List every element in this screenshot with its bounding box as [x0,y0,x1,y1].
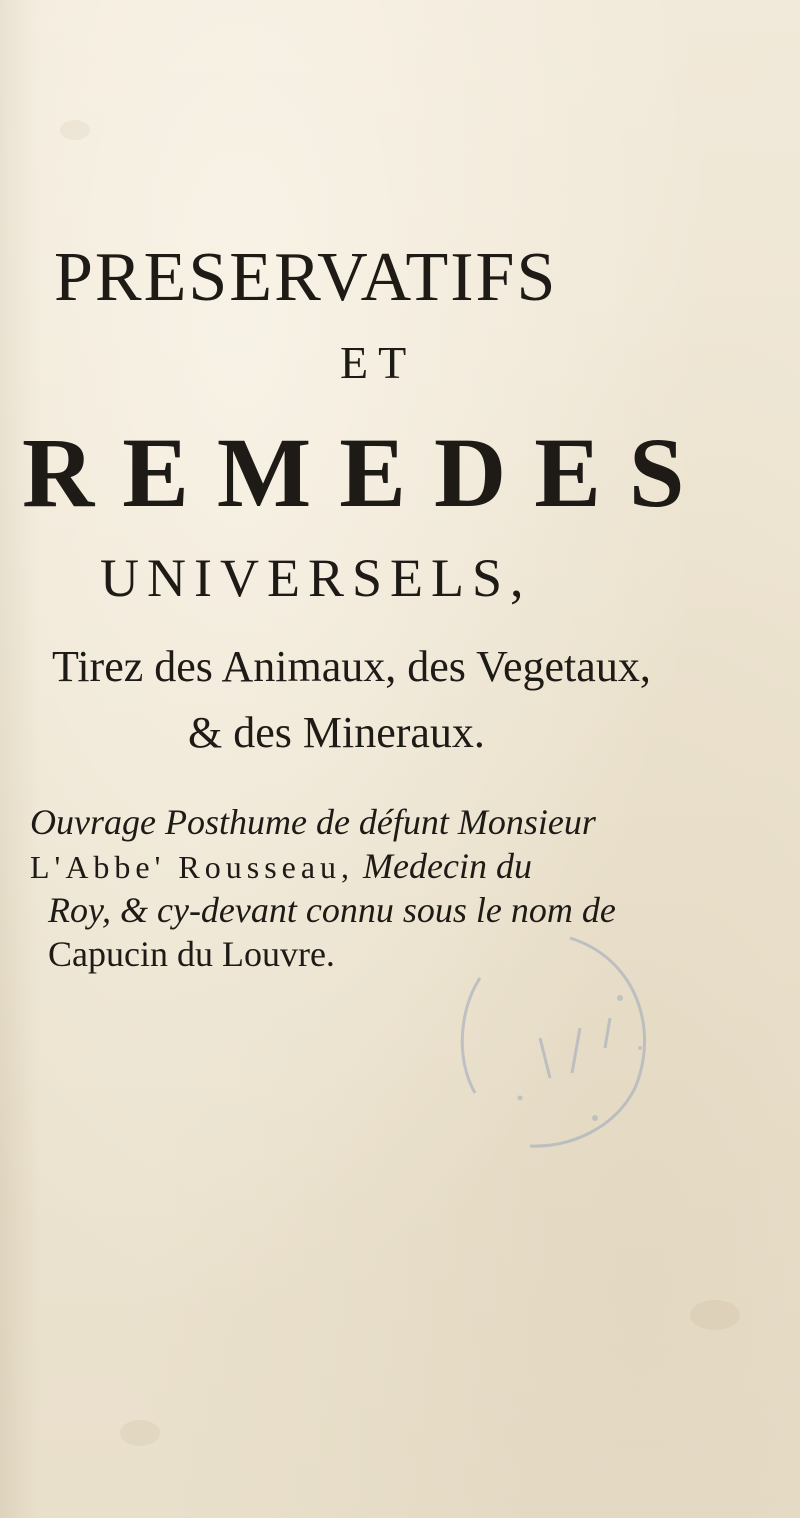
author-line-4: Capucin du Louvre. [48,934,335,974]
author-title: Medecin du [354,846,532,886]
library-stamp [420,918,680,1158]
author-name: L'Abbe' Rousseau, [30,849,355,885]
paper-stain [120,1420,160,1446]
title-line-universels: UNIVERSELS, [100,548,532,608]
paper-stain [60,120,90,140]
subtitle-line-2: & des Mineraux. [188,708,485,757]
paper-stain [690,1300,740,1330]
author-line-2 [30,844,770,889]
author-line-1: Ouvrage Posthume de défunt Monsieur [30,802,596,842]
title-line-et: ET [340,337,417,388]
subtitle-line-1: Tirez des Animaux, des Vegetaux, [52,642,651,691]
author-line-3: Roy, & cy-devant connu sous le nom de [48,890,616,930]
title-line-preservatifs: PRESERVATIFS [54,239,558,316]
title-line-remedes: REMEDES [22,417,713,528]
